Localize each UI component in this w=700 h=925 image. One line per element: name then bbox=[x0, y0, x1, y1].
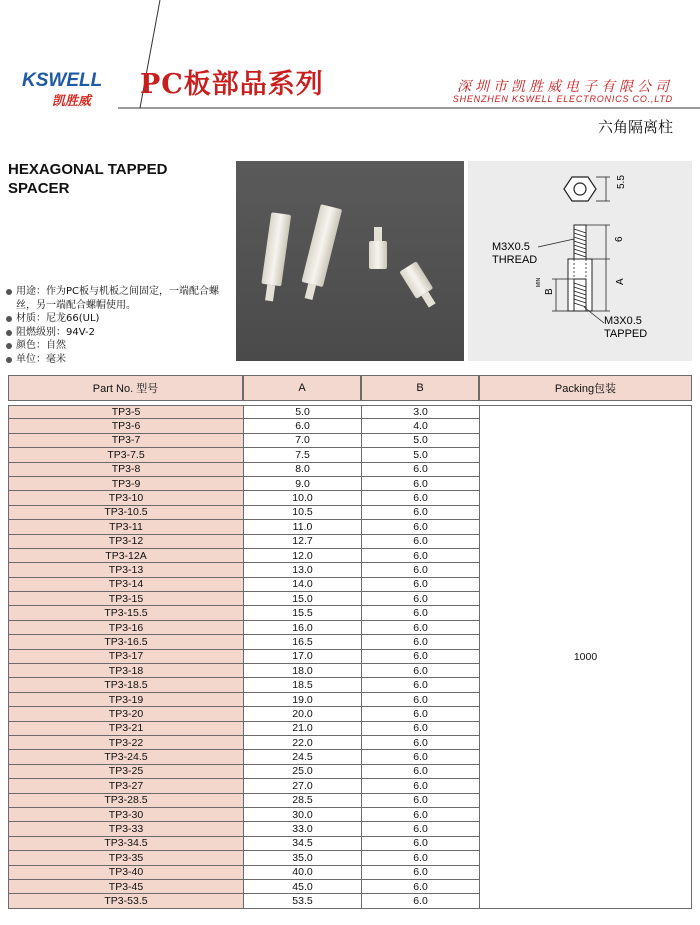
cell-part-no: TP3-30 bbox=[8, 808, 243, 822]
spec-table bbox=[8, 375, 692, 909]
cell-packing: 1000 bbox=[479, 405, 692, 909]
cell-part-no: TP3-40 bbox=[8, 866, 243, 880]
cell-b: 6.0 bbox=[361, 621, 479, 635]
cell-part-no: TP3-11 bbox=[8, 520, 243, 534]
cell-a: 25.0 bbox=[243, 765, 361, 779]
cell-b: 6.0 bbox=[361, 765, 479, 779]
cell-part-no: TP3-7 bbox=[8, 434, 243, 448]
cell-a: 40.0 bbox=[243, 866, 361, 880]
cell-b: 6.0 bbox=[361, 477, 479, 491]
cell-b: 6.0 bbox=[361, 794, 479, 808]
cell-a: 10.5 bbox=[243, 506, 361, 520]
cell-b: 6.0 bbox=[361, 463, 479, 477]
cell-a: 16.5 bbox=[243, 635, 361, 649]
cell-part-no: TP3-28.5 bbox=[8, 794, 243, 808]
col-header-part-no: Part No. 型号 bbox=[8, 375, 243, 401]
spec-item-unit: 单位：毫米 bbox=[6, 353, 232, 367]
cell-a: 12.7 bbox=[243, 535, 361, 549]
cell-part-no: TP3-27 bbox=[8, 779, 243, 793]
spec-item-material: 材质：尼龙66(UL) bbox=[6, 312, 232, 326]
spec-item-flammability: 阻燃级别：94V-2 bbox=[6, 326, 232, 340]
cell-a: 13.0 bbox=[243, 563, 361, 577]
cell-a: 9.0 bbox=[243, 477, 361, 491]
cell-a: 17.0 bbox=[243, 650, 361, 664]
table-body bbox=[8, 405, 692, 909]
table-row bbox=[8, 405, 692, 419]
cell-part-no: TP3-5 bbox=[8, 405, 243, 419]
company-name-chinese: 深圳市凯胜威电子有限公司 bbox=[457, 79, 673, 95]
cell-part-no: TP3-16.5 bbox=[8, 635, 243, 649]
cell-a: 21.0 bbox=[243, 722, 361, 736]
cell-b: 3.0 bbox=[361, 405, 479, 419]
cell-part-no: TP3-6 bbox=[8, 419, 243, 433]
col-header-b: B bbox=[361, 375, 479, 401]
cell-b: 6.0 bbox=[361, 506, 479, 520]
tapped-callout-size: M3X0.5 bbox=[604, 315, 642, 327]
cell-a: 18.0 bbox=[243, 664, 361, 678]
cell-b: 6.0 bbox=[361, 722, 479, 736]
spec-list bbox=[6, 285, 232, 366]
cell-part-no: TP3-34.5 bbox=[8, 837, 243, 851]
cell-part-no: TP3-15.5 bbox=[8, 606, 243, 620]
thread-callout-size: M3X0.5 bbox=[492, 241, 530, 253]
cell-part-no: TP3-24.5 bbox=[8, 750, 243, 764]
cell-b: 5.0 bbox=[361, 434, 479, 448]
cell-a: 34.5 bbox=[243, 837, 361, 851]
cell-a: 7.0 bbox=[243, 434, 361, 448]
cell-part-no: TP3-33 bbox=[8, 822, 243, 836]
product-title-line1: HEXAGONAL TAPPED bbox=[8, 161, 168, 178]
cell-part-no: TP3-12 bbox=[8, 535, 243, 549]
cell-b: 6.0 bbox=[361, 894, 479, 908]
cell-a: 24.5 bbox=[243, 750, 361, 764]
product-category: 六角隔离柱 bbox=[597, 118, 673, 136]
cell-b: 4.0 bbox=[361, 419, 479, 433]
cell-part-no: TP3-35 bbox=[8, 851, 243, 865]
cell-part-no: TP3-8 bbox=[8, 463, 243, 477]
cell-b: 6.0 bbox=[361, 693, 479, 707]
cell-b: 6.0 bbox=[361, 664, 479, 678]
cell-a: 28.5 bbox=[243, 794, 361, 808]
tapped-callout-type: TAPPED bbox=[604, 328, 648, 340]
cell-a: 14.0 bbox=[243, 578, 361, 592]
product-title-line2: SPACER bbox=[8, 180, 70, 197]
cell-part-no: TP3-18 bbox=[8, 664, 243, 678]
product-title bbox=[8, 160, 167, 198]
cell-part-no: TP3-17 bbox=[8, 650, 243, 664]
cell-b: 6.0 bbox=[361, 678, 479, 692]
cell-a: 15.0 bbox=[243, 592, 361, 606]
thread-callout-type: THREAD bbox=[492, 254, 538, 266]
cell-a: 20.0 bbox=[243, 707, 361, 721]
cell-b: 6.0 bbox=[361, 650, 479, 664]
cell-part-no: TP3-53.5 bbox=[8, 894, 243, 908]
cell-part-no: TP3-22 bbox=[8, 736, 243, 750]
cell-a: 8.0 bbox=[243, 463, 361, 477]
cell-a: 12.0 bbox=[243, 549, 361, 563]
kswell-logo bbox=[22, 68, 122, 112]
cell-part-no: TP3-10 bbox=[8, 491, 243, 505]
table-header-row bbox=[8, 375, 692, 401]
col-header-a: A bbox=[243, 375, 361, 401]
cell-b: 6.0 bbox=[361, 837, 479, 851]
cell-b: 6.0 bbox=[361, 736, 479, 750]
cell-a: 16.0 bbox=[243, 621, 361, 635]
cell-part-no: TP3-20 bbox=[8, 707, 243, 721]
cell-a: 53.5 bbox=[243, 894, 361, 908]
spec-item-color: 颜色：自然 bbox=[6, 339, 232, 353]
cell-a: 5.0 bbox=[243, 405, 361, 419]
cell-b: 6.0 bbox=[361, 535, 479, 549]
cell-part-no: TP3-45 bbox=[8, 880, 243, 894]
cell-part-no: TP3-9 bbox=[8, 477, 243, 491]
cell-part-no: TP3-13 bbox=[8, 563, 243, 577]
cell-a: 6.0 bbox=[243, 419, 361, 433]
cell-b: 6.0 bbox=[361, 491, 479, 505]
cell-a: 35.0 bbox=[243, 851, 361, 865]
cell-b: 6.0 bbox=[361, 563, 479, 577]
cell-b: 6.0 bbox=[361, 851, 479, 865]
cell-a: 30.0 bbox=[243, 808, 361, 822]
cell-b: 6.0 bbox=[361, 750, 479, 764]
cell-a: 27.0 bbox=[243, 779, 361, 793]
logo-chinese: 凯胜威 bbox=[52, 94, 92, 109]
technical-drawing bbox=[468, 161, 692, 361]
cell-b: 6.0 bbox=[361, 880, 479, 894]
cell-b: 6.0 bbox=[361, 578, 479, 592]
cell-part-no: TP3-15 bbox=[8, 592, 243, 606]
cell-part-no: TP3-21 bbox=[8, 722, 243, 736]
cell-b: 6.0 bbox=[361, 549, 479, 563]
series-title: PC板部品系列 bbox=[140, 69, 324, 100]
cell-a: 18.5 bbox=[243, 678, 361, 692]
page-header bbox=[0, 0, 700, 112]
cell-b: 6.0 bbox=[361, 592, 479, 606]
cell-b: 5.0 bbox=[361, 448, 479, 462]
cell-b: 6.0 bbox=[361, 635, 479, 649]
cell-b: 6.0 bbox=[361, 779, 479, 793]
cell-part-no: TP3-7.5 bbox=[8, 448, 243, 462]
cell-part-no: TP3-18.5 bbox=[8, 678, 243, 692]
cell-part-no: TP3-10.5 bbox=[8, 506, 243, 520]
cell-a: 15.5 bbox=[243, 606, 361, 620]
cell-b: 6.0 bbox=[361, 866, 479, 880]
dim-thread-label: 6 bbox=[614, 236, 625, 242]
cell-b: 6.0 bbox=[361, 520, 479, 534]
cell-a: 19.0 bbox=[243, 693, 361, 707]
dim-b-min-label: MIN bbox=[536, 277, 542, 287]
cell-a: 22.0 bbox=[243, 736, 361, 750]
cell-part-no: TP3-25 bbox=[8, 765, 243, 779]
product-photo bbox=[236, 161, 464, 361]
dim-b-label: B bbox=[544, 288, 555, 295]
dim-hex-label: 5.5 bbox=[616, 175, 627, 189]
cell-a: 45.0 bbox=[243, 880, 361, 894]
spec-item-usage: 用途：作为PC板与机板之间固定，一端配合螺丝，另一端配合螺帽使用。 bbox=[6, 285, 232, 312]
cell-part-no: TP3-12A bbox=[8, 549, 243, 563]
cell-b: 6.0 bbox=[361, 822, 479, 836]
cell-a: 7.5 bbox=[243, 448, 361, 462]
cell-part-no: TP3-16 bbox=[8, 621, 243, 635]
cell-a: 10.0 bbox=[243, 491, 361, 505]
cell-a: 33.0 bbox=[243, 822, 361, 836]
cell-a: 11.0 bbox=[243, 520, 361, 534]
col-header-packing: Packing包装 bbox=[479, 375, 692, 401]
cell-b: 6.0 bbox=[361, 707, 479, 721]
company-name-english: SHENZHEN KSWELL ELECTRONICS CO.,LTD bbox=[452, 94, 673, 104]
logo-english: KSWELL bbox=[22, 70, 103, 91]
cell-part-no: TP3-14 bbox=[8, 578, 243, 592]
cell-b: 6.0 bbox=[361, 606, 479, 620]
cell-b: 6.0 bbox=[361, 808, 479, 822]
dim-a-label: A bbox=[615, 278, 626, 285]
cell-part-no: TP3-19 bbox=[8, 693, 243, 707]
